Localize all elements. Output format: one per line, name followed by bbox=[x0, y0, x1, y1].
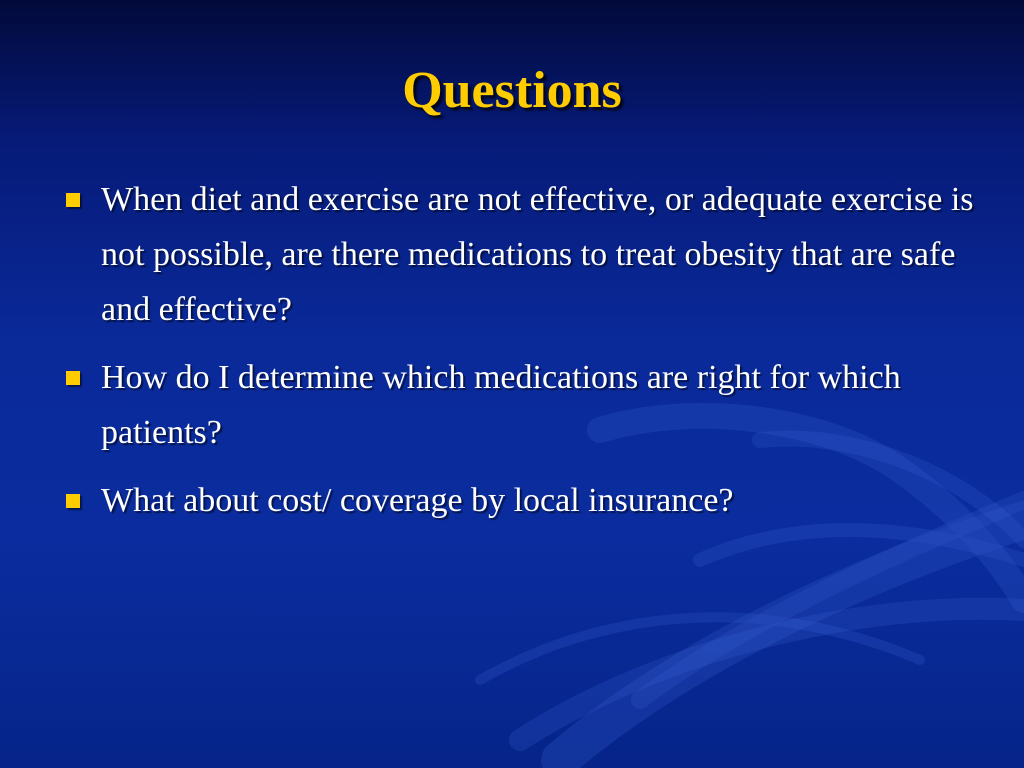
bullet-item-diet-exercise bbox=[64, 172, 974, 337]
bullet-item-cost-coverage bbox=[64, 473, 974, 528]
bullet-item-determine-medications bbox=[64, 350, 974, 460]
bullet-text: What about cost/ coverage by local insurance? bbox=[101, 482, 734, 519]
yellow-square-bullet-icon bbox=[66, 193, 80, 207]
bullet-list bbox=[64, 172, 974, 541]
yellow-square-bullet-icon bbox=[66, 371, 80, 385]
yellow-square-bullet-icon bbox=[66, 494, 80, 508]
slide-title: Questions bbox=[402, 62, 622, 119]
bullet-text: When diet and exercise are not effective, or adequate exercise is not possible, are there medications to treat obesity that are safe and effective? bbox=[101, 181, 974, 328]
bullet-text: How do I determine which medications are right for which patients? bbox=[101, 359, 901, 451]
